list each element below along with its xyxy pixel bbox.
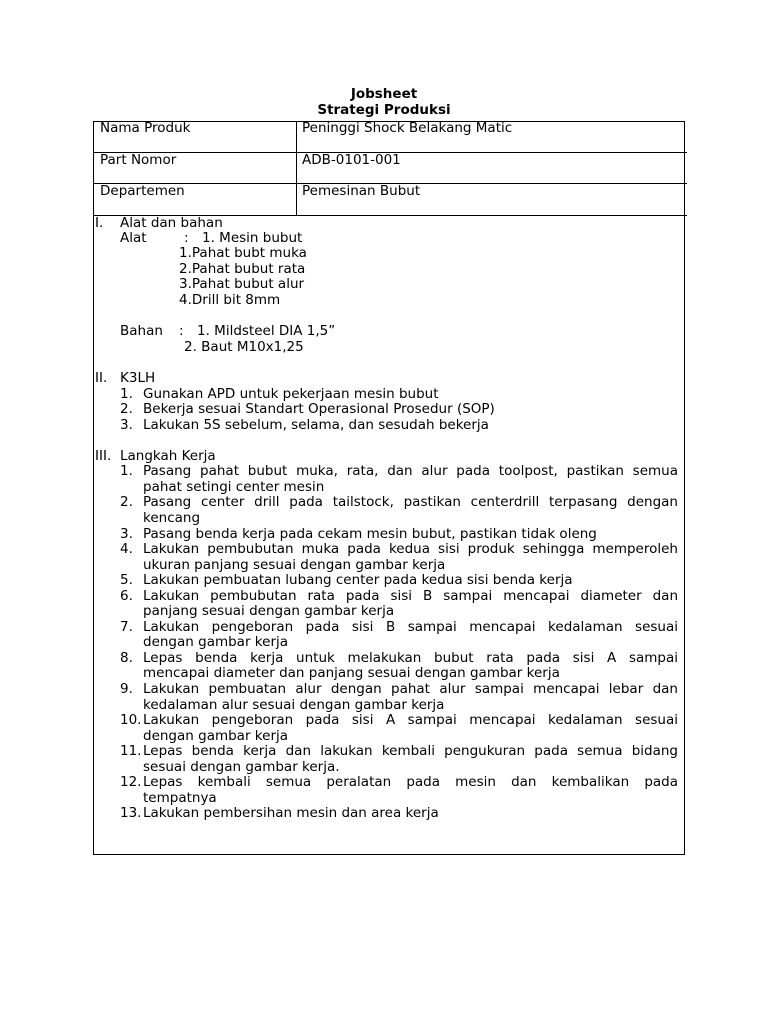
- step-number: 12.: [120, 774, 142, 790]
- step-number: 2.: [120, 494, 133, 510]
- step-number: 7.: [120, 619, 133, 635]
- document-title: Jobsheet: [350, 86, 418, 102]
- step-text: Lakukan pembuatan lubang center pada kedua sisi benda kerja: [143, 572, 573, 588]
- info-label-department: Departemen: [100, 183, 185, 199]
- step-text-continued: pahat setingi center mesin: [143, 479, 325, 495]
- list-item: Gunakan APD untuk pekerjaan mesin bubut: [143, 386, 439, 402]
- info-value-product-name: Peninggi Shock Belakang Matic: [302, 120, 513, 136]
- step-number: 11.: [120, 743, 142, 759]
- step-text: Lakukan pembubutan rata pada sisi B sampai mencapai diameter dan: [143, 588, 678, 604]
- step-number: 1.: [120, 463, 133, 479]
- info-label-part-number: Part Nomor: [100, 152, 177, 168]
- step-text: Lepas benda kerja dan lakukan kembali pengukuran pada semua bidang: [143, 743, 678, 759]
- step-number: 10.: [120, 712, 142, 728]
- alat-item: 1.Pahat bubt muka: [179, 245, 307, 261]
- list-item: Lakukan 5S sebelum, selama, dan sesudah bekerja: [143, 417, 489, 433]
- list-item: Bekerja sesuai Standart Operasional Prosedur (SOP): [143, 401, 495, 417]
- alat-item: 2.Pahat bubut rata: [179, 261, 306, 277]
- step-text-continued: ukuran panjang sesuai dengan gambar kerja: [143, 557, 446, 573]
- alat-label: Alat: [120, 230, 147, 246]
- list-number: 1.: [120, 386, 133, 402]
- list-number: 2.: [120, 401, 133, 417]
- alat-item: 3.Pahat bubut alur: [179, 276, 305, 292]
- bahan-label: Bahan: [120, 323, 163, 339]
- section-3-numeral: III.: [95, 448, 112, 464]
- info-label-product-name: Nama Produk: [100, 120, 191, 136]
- step-text: Pasang benda kerja pada cekam mesin bubut, pastikan tidak oleng: [143, 526, 597, 542]
- step-text-continued: dengan gambar kerja: [143, 728, 289, 744]
- document-subtitle: Strategi Produksi: [317, 102, 451, 118]
- section-2-numeral: II.: [95, 370, 108, 386]
- step-number: 4.: [120, 541, 133, 557]
- step-text-continued: kedalaman alur sesuai dengan gambar kerja: [143, 697, 445, 713]
- step-number: 8.: [120, 650, 133, 666]
- step-text: Pasang pahat bubut muka, rata, dan alur pada toolpost, pastikan semua: [143, 463, 678, 479]
- step-text: Lakukan pembersihan mesin dan area kerja: [143, 805, 439, 821]
- step-number: 3.: [120, 526, 133, 542]
- step-text: Lepas kembali semua peralatan pada mesin dan kembalikan pada: [143, 774, 678, 790]
- alat-colon: :: [184, 230, 189, 246]
- step-text: Lakukan pengeboran pada sisi A sampai mencapai kedalaman sesuai: [143, 712, 678, 728]
- step-number: 13.: [120, 805, 142, 821]
- alat-item: 4.Drill bit 8mm: [179, 292, 281, 308]
- bahan-colon: :: [179, 323, 184, 339]
- list-number: 3.: [120, 417, 133, 433]
- step-text-continued: dengan gambar kerja: [143, 634, 289, 650]
- step-number: 9.: [120, 681, 133, 697]
- section-2-title: K3LH: [120, 370, 156, 386]
- section-1-numeral: I.: [95, 215, 104, 231]
- step-text-continued: mencapai diameter dan panjang sesuai dengan gambar kerja: [143, 665, 560, 681]
- step-number: 5.: [120, 572, 133, 588]
- table-column-divider: [296, 121, 297, 216]
- step-text: Lakukan pembuatan alur dengan pahat alur sampai mencapai lebar dan: [143, 681, 678, 697]
- alat-item: 1. Mesin bubut: [202, 230, 303, 246]
- section-3-title: Langkah Kerja: [120, 448, 216, 464]
- step-text-continued: sesuai dengan gambar kerja.: [143, 759, 340, 775]
- step-number: 6.: [120, 588, 133, 604]
- step-text: Pasang center drill pada tailstock, pastikan centerdrill terpasang dengan: [143, 494, 678, 510]
- info-value-department: Pemesinan Bubut: [302, 183, 421, 199]
- step-text-continued: kencang: [143, 510, 201, 526]
- step-text-continued: tempatnya: [143, 790, 217, 806]
- bahan-item: 1. Mildsteel DIA 1,5”: [197, 323, 336, 339]
- step-text: Lepas benda kerja untuk melakukan bubut rata pada sisi A sampai: [143, 650, 678, 666]
- section-1-title: Alat dan bahan: [120, 215, 223, 231]
- info-value-part-number: ADB-0101-001: [302, 152, 401, 168]
- step-text: Lakukan pengeboran pada sisi B sampai mencapai kedalaman sesuai: [143, 619, 678, 635]
- bahan-item: 2. Baut M10x1,25: [184, 339, 304, 355]
- step-text-continued: panjang sesuai dengan gambar kerja: [143, 603, 395, 619]
- step-text: Lakukan pembubutan muka pada kedua sisi produk sehingga memperoleh: [143, 541, 678, 557]
